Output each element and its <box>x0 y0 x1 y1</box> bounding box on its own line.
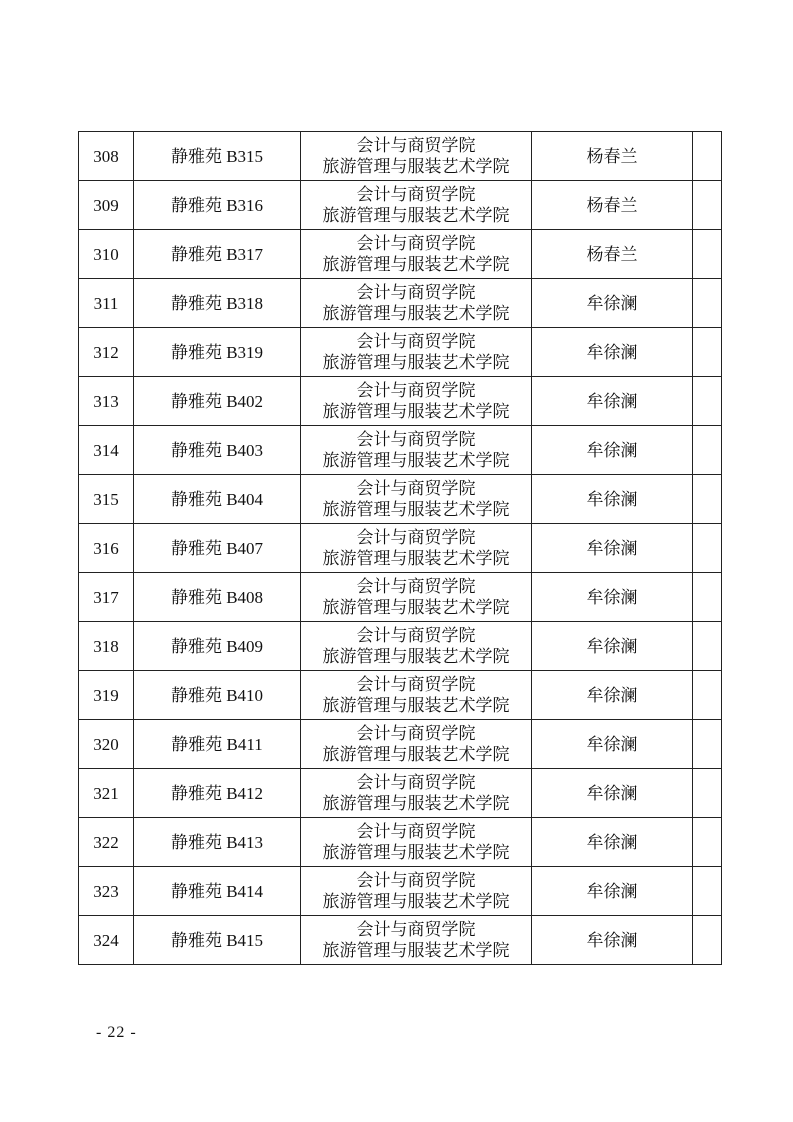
note-cell <box>693 671 722 720</box>
room-cell: 静雅苑 B319 <box>134 328 301 377</box>
row-number-cell: 310 <box>79 230 134 279</box>
college-line-1: 会计与商贸学院 <box>356 871 476 890</box>
table-row <box>79 720 722 769</box>
person-cell: 牟徐澜 <box>532 573 693 622</box>
college-cell <box>301 328 532 377</box>
person-cell: 牟徐澜 <box>532 426 693 475</box>
room-cell: 静雅苑 B317 <box>134 230 301 279</box>
college-cell <box>301 818 532 867</box>
college-line-2: 旅游管理与服装艺术学院 <box>322 500 510 519</box>
note-cell <box>693 524 722 573</box>
table-row <box>79 279 722 328</box>
person-cell: 牟徐澜 <box>532 867 693 916</box>
table-row <box>79 230 722 279</box>
room-cell: 静雅苑 B402 <box>134 377 301 426</box>
college-line-1: 会计与商贸学院 <box>356 773 476 792</box>
college-line-2: 旅游管理与服装艺术学院 <box>322 598 510 617</box>
college-cell <box>301 916 532 965</box>
room-cell: 静雅苑 B403 <box>134 426 301 475</box>
row-number-cell: 324 <box>79 916 134 965</box>
note-cell <box>693 475 722 524</box>
college-line-2: 旅游管理与服装艺术学院 <box>322 941 510 960</box>
table-row <box>79 328 722 377</box>
college-line-1: 会计与商贸学院 <box>356 479 476 498</box>
note-cell <box>693 426 722 475</box>
college-line-1: 会计与商贸学院 <box>356 136 476 155</box>
row-number-cell: 317 <box>79 573 134 622</box>
college-cell <box>301 671 532 720</box>
room-cell: 静雅苑 B414 <box>134 867 301 916</box>
college-line-1: 会计与商贸学院 <box>356 626 476 645</box>
note-cell <box>693 377 722 426</box>
college-line-2: 旅游管理与服装艺术学院 <box>322 696 510 715</box>
dormitory-table <box>78 131 722 965</box>
college-line-2: 旅游管理与服装艺术学院 <box>322 206 510 225</box>
row-number-cell: 309 <box>79 181 134 230</box>
college-line-2: 旅游管理与服装艺术学院 <box>322 353 510 372</box>
college-cell <box>301 230 532 279</box>
table-row <box>79 377 722 426</box>
note-cell <box>693 132 722 181</box>
college-cell <box>301 573 532 622</box>
note-cell <box>693 769 722 818</box>
person-cell: 牟徐澜 <box>532 671 693 720</box>
row-number-cell: 312 <box>79 328 134 377</box>
room-cell: 静雅苑 B410 <box>134 671 301 720</box>
college-cell <box>301 426 532 475</box>
college-line-2: 旅游管理与服装艺术学院 <box>322 451 510 470</box>
room-cell: 静雅苑 B318 <box>134 279 301 328</box>
person-cell: 牟徐澜 <box>532 720 693 769</box>
note-cell <box>693 720 722 769</box>
college-line-1: 会计与商贸学院 <box>356 675 476 694</box>
row-number-cell: 315 <box>79 475 134 524</box>
college-line-2: 旅游管理与服装艺术学院 <box>322 647 510 666</box>
table-row <box>79 769 722 818</box>
college-line-2: 旅游管理与服装艺术学院 <box>322 794 510 813</box>
room-cell: 静雅苑 B407 <box>134 524 301 573</box>
college-line-1: 会计与商贸学院 <box>356 822 476 841</box>
college-line-1: 会计与商贸学院 <box>356 234 476 253</box>
college-line-2: 旅游管理与服装艺术学院 <box>322 402 510 421</box>
note-cell <box>693 181 722 230</box>
college-cell <box>301 279 532 328</box>
table-row <box>79 524 722 573</box>
college-line-2: 旅游管理与服装艺术学院 <box>322 304 510 323</box>
table-body <box>79 132 722 965</box>
row-number-cell: 319 <box>79 671 134 720</box>
room-cell: 静雅苑 B316 <box>134 181 301 230</box>
row-number-cell: 321 <box>79 769 134 818</box>
person-cell: 牟徐澜 <box>532 916 693 965</box>
note-cell <box>693 867 722 916</box>
room-cell: 静雅苑 B408 <box>134 573 301 622</box>
college-line-2: 旅游管理与服装艺术学院 <box>322 255 510 274</box>
note-cell <box>693 622 722 671</box>
room-cell: 静雅苑 B415 <box>134 916 301 965</box>
college-line-1: 会计与商贸学院 <box>356 332 476 351</box>
college-line-1: 会计与商贸学院 <box>356 185 476 204</box>
table-row <box>79 132 722 181</box>
person-cell: 牟徐澜 <box>532 818 693 867</box>
college-cell <box>301 132 532 181</box>
college-cell <box>301 769 532 818</box>
row-number-cell: 313 <box>79 377 134 426</box>
college-cell <box>301 524 532 573</box>
college-line-2: 旅游管理与服装艺术学院 <box>322 157 510 176</box>
college-line-1: 会计与商贸学院 <box>356 283 476 302</box>
college-line-2: 旅游管理与服装艺术学院 <box>322 549 510 568</box>
college-cell <box>301 181 532 230</box>
room-cell: 静雅苑 B404 <box>134 475 301 524</box>
note-cell <box>693 818 722 867</box>
note-cell <box>693 916 722 965</box>
person-cell: 牟徐澜 <box>532 328 693 377</box>
table-row <box>79 916 722 965</box>
room-cell: 静雅苑 B412 <box>134 769 301 818</box>
person-cell: 牟徐澜 <box>532 622 693 671</box>
note-cell <box>693 573 722 622</box>
college-line-1: 会计与商贸学院 <box>356 920 476 939</box>
college-cell <box>301 622 532 671</box>
college-cell <box>301 867 532 916</box>
person-cell: 牟徐澜 <box>532 524 693 573</box>
table-row <box>79 671 722 720</box>
person-cell: 牟徐澜 <box>532 475 693 524</box>
college-line-2: 旅游管理与服装艺术学院 <box>322 843 510 862</box>
room-cell: 静雅苑 B315 <box>134 132 301 181</box>
table-row <box>79 818 722 867</box>
row-number-cell: 308 <box>79 132 134 181</box>
room-cell: 静雅苑 B413 <box>134 818 301 867</box>
table-row <box>79 426 722 475</box>
college-line-2: 旅游管理与服装艺术学院 <box>322 745 510 764</box>
row-number-cell: 323 <box>79 867 134 916</box>
table-row <box>79 573 722 622</box>
row-number-cell: 320 <box>79 720 134 769</box>
row-number-cell: 314 <box>79 426 134 475</box>
row-number-cell: 318 <box>79 622 134 671</box>
person-cell: 杨春兰 <box>532 230 693 279</box>
person-cell: 牟徐澜 <box>532 279 693 328</box>
college-line-1: 会计与商贸学院 <box>356 430 476 449</box>
note-cell <box>693 230 722 279</box>
room-cell: 静雅苑 B409 <box>134 622 301 671</box>
person-cell: 杨春兰 <box>532 181 693 230</box>
college-cell <box>301 720 532 769</box>
person-cell: 牟徐澜 <box>532 769 693 818</box>
person-cell: 杨春兰 <box>532 132 693 181</box>
room-cell: 静雅苑 B411 <box>134 720 301 769</box>
row-number-cell: 316 <box>79 524 134 573</box>
table-row <box>79 867 722 916</box>
table-row <box>79 181 722 230</box>
college-line-1: 会计与商贸学院 <box>356 381 476 400</box>
table-row <box>79 475 722 524</box>
person-cell: 牟徐澜 <box>532 377 693 426</box>
college-line-1: 会计与商贸学院 <box>356 528 476 547</box>
college-cell <box>301 475 532 524</box>
note-cell <box>693 279 722 328</box>
page-number: - 22 - <box>96 1024 137 1041</box>
college-line-1: 会计与商贸学院 <box>356 577 476 596</box>
college-line-2: 旅游管理与服装艺术学院 <box>322 892 510 911</box>
table-row <box>79 622 722 671</box>
college-line-1: 会计与商贸学院 <box>356 724 476 743</box>
college-cell <box>301 377 532 426</box>
row-number-cell: 311 <box>79 279 134 328</box>
note-cell <box>693 328 722 377</box>
row-number-cell: 322 <box>79 818 134 867</box>
